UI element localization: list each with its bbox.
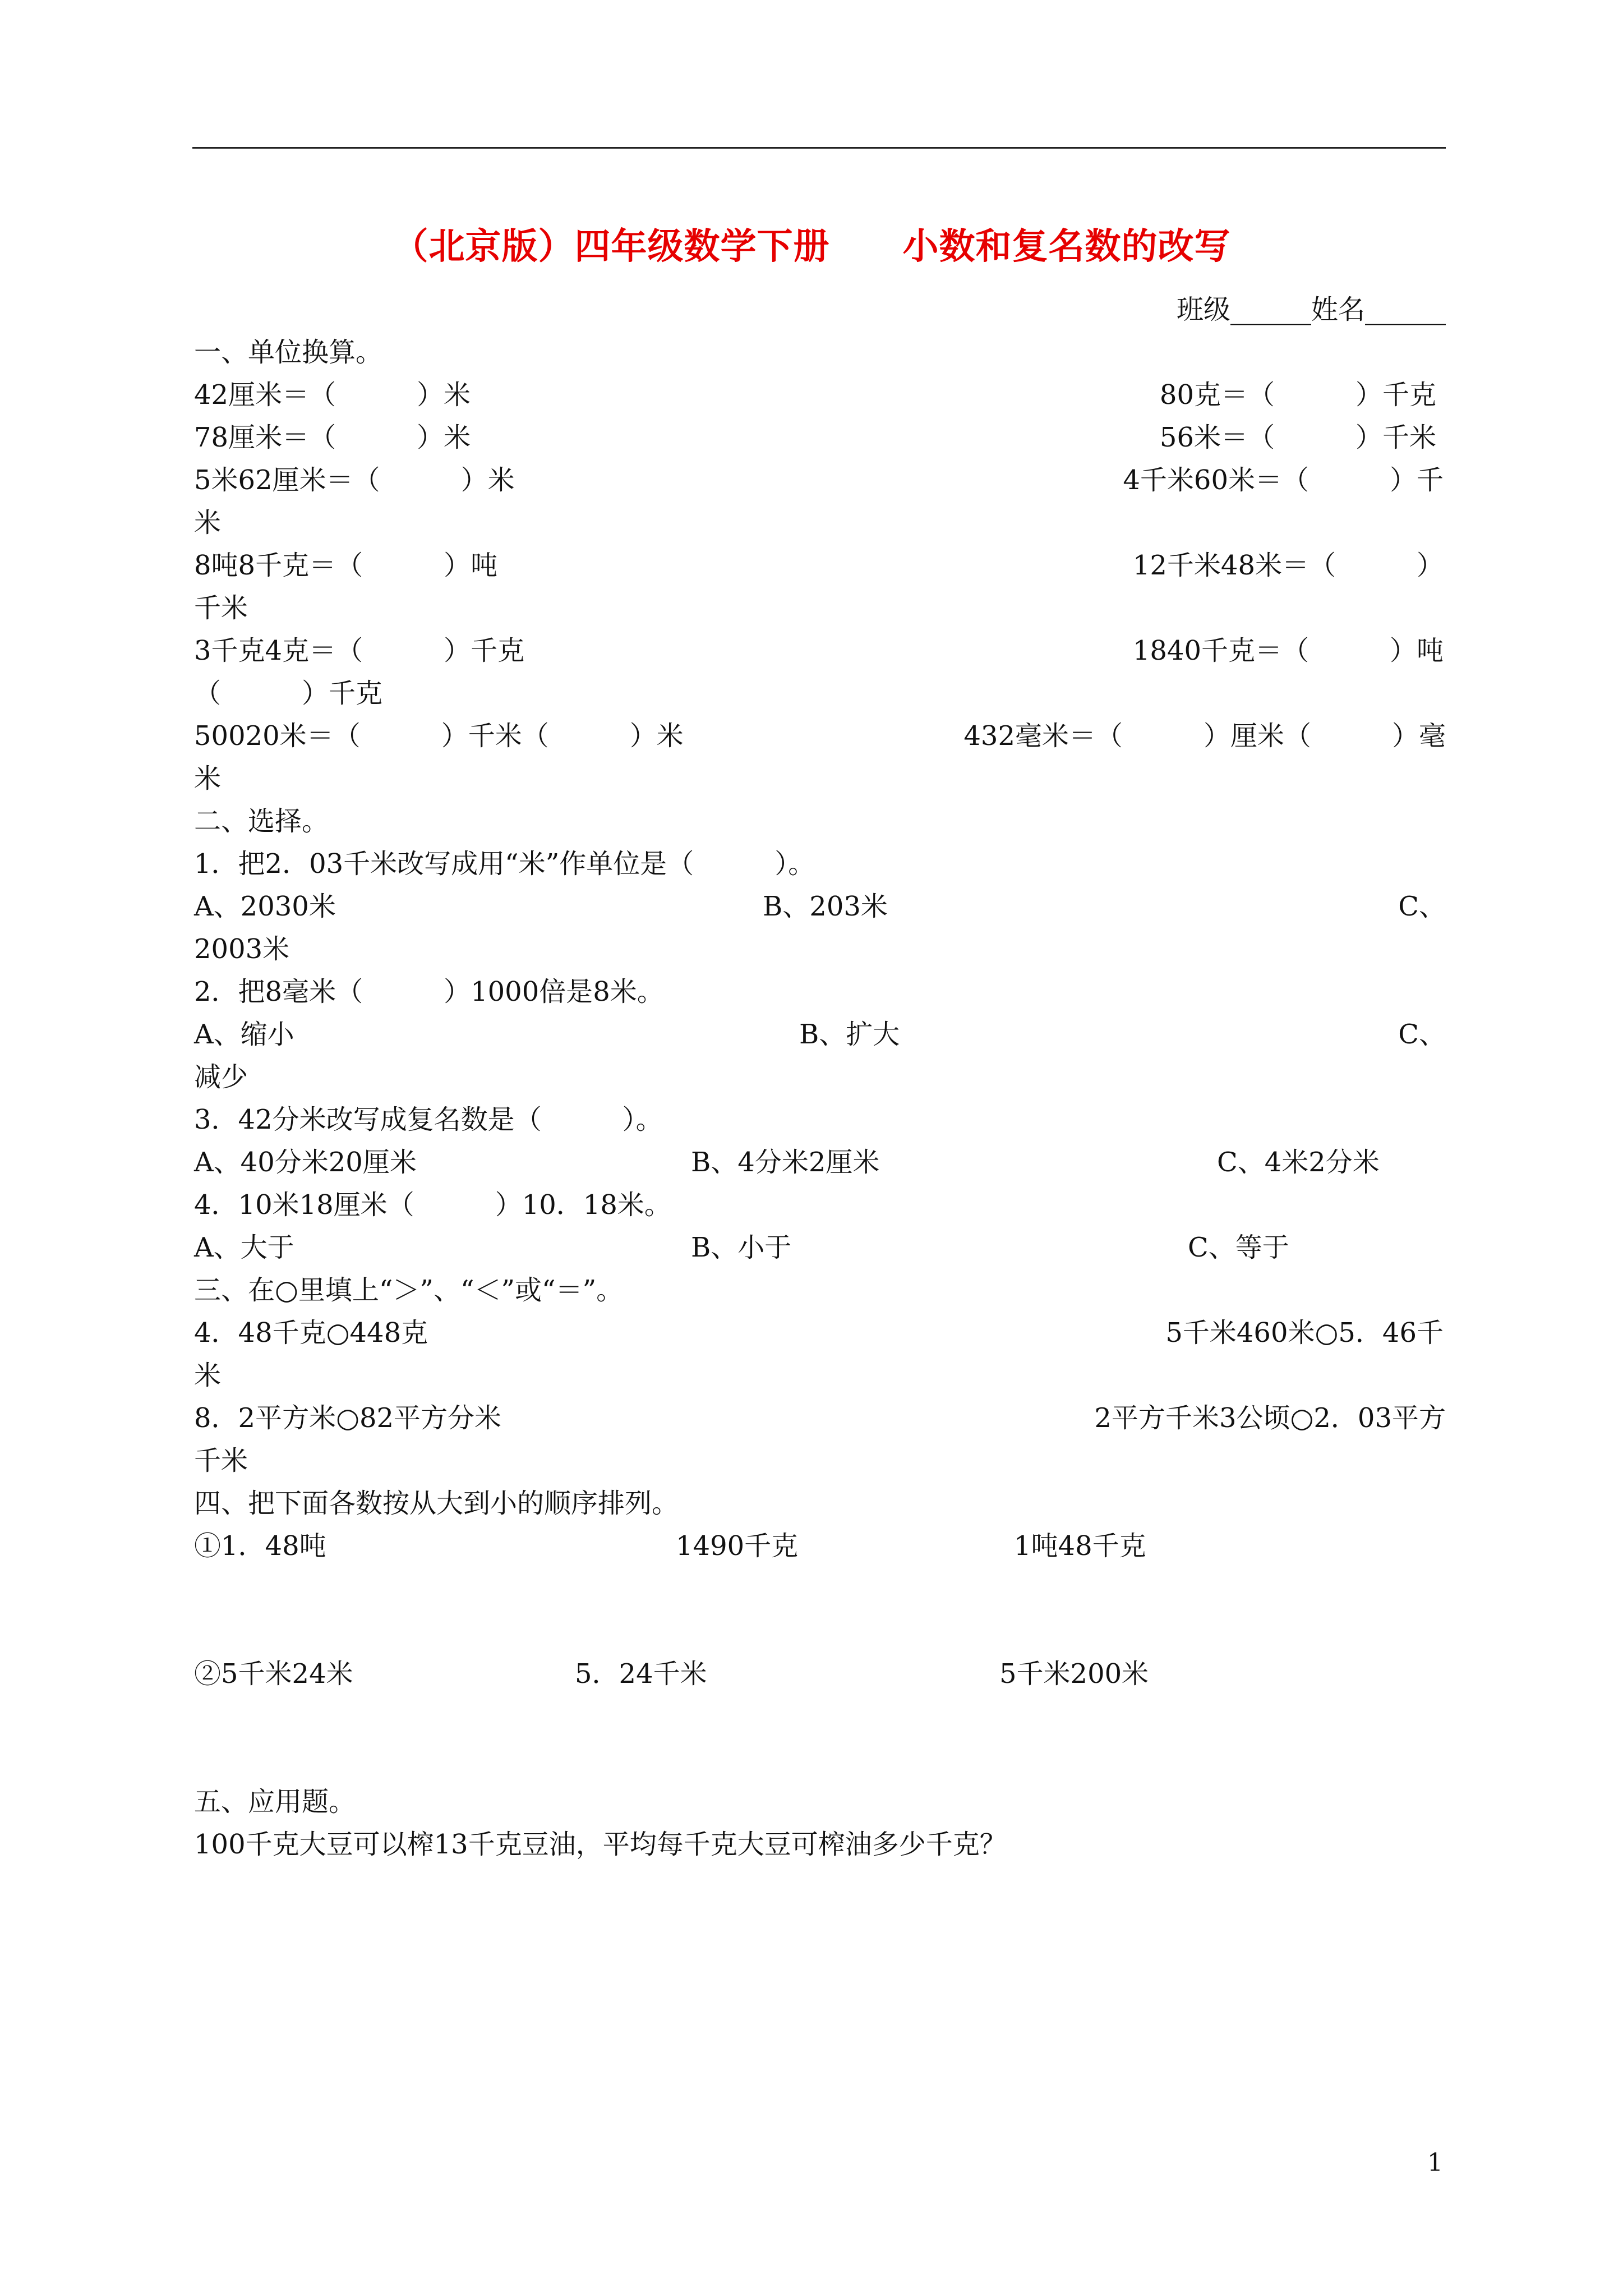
s1-line5-left: 3千克4克＝（ ）千克 <box>194 635 525 666</box>
s2-q4: 4．10米18厘米（ ）10．18米。 <box>194 1189 671 1221</box>
s3-line1-wrap: 米 <box>194 1360 222 1391</box>
s2-q2-option-c: C、 <box>1398 1019 1446 1050</box>
s1-line4-wrap: 千米 <box>194 592 248 624</box>
s2-q2-option-b: B、扩大 <box>799 1019 900 1050</box>
s2-q2-option-c-wrap: 减少 <box>194 1061 248 1093</box>
s4-row2-item3: 5千米200米 <box>999 1658 1149 1690</box>
s3-line2-wrap: 千米 <box>194 1445 248 1476</box>
s1-line1-left: 42厘米＝（ ）米 <box>194 379 471 411</box>
s1-line5-right: 1840千克＝（ ）吨 <box>1132 635 1444 666</box>
s2-q1-option-b: B、203米 <box>763 891 888 922</box>
section4-heading: 四、把下面各数按从大到小的顺序排列。 <box>194 1488 679 1519</box>
s1-line1-right: 80克＝（ ）千克 <box>1159 379 1436 411</box>
s1-line4-right: 12千米48米＝（ ） <box>1132 550 1444 581</box>
section3-heading: 三、在○里填上“＞”、“＜”或“＝”。 <box>194 1274 624 1306</box>
s2-q4-option-c: C、等于 <box>1188 1232 1289 1263</box>
s4-row1-item3: 1吨48千克 <box>1014 1530 1146 1562</box>
s1-line6-right: 432毫米＝（ ）厘米（ ）毫 <box>963 720 1446 752</box>
s2-q4-option-b: B、小于 <box>691 1232 792 1263</box>
section5-heading: 五、应用题。 <box>194 1786 356 1818</box>
s3-line2-left: 8．2平方米○82平方分米 <box>194 1402 502 1434</box>
s2-q3-option-b: B、4分米2厘米 <box>691 1147 880 1178</box>
s3-line1-left: 4．48千克○448克 <box>194 1317 428 1349</box>
s1-line2-left: 78厘米＝（ ）米 <box>194 422 471 453</box>
s1-line6-left: 50020米＝（ ）千米（ ）米 <box>194 720 684 752</box>
s4-row2-item2: 5．24千米 <box>575 1658 707 1690</box>
s2-q1-option-a: A、2030米 <box>194 891 336 922</box>
s1-line6-wrap: 米 <box>194 763 222 794</box>
page-number: 1 <box>1427 2148 1443 2177</box>
header-rule <box>192 147 1446 149</box>
s1-line3-left: 5米62厘米＝（ ）米 <box>194 464 515 496</box>
s2-q3: 3．42分米改写成复名数是（ ）。 <box>194 1104 663 1135</box>
s2-q2-option-a: A、缩小 <box>194 1019 294 1050</box>
s3-line1-right: 5千米460米○5．46千 <box>1165 1317 1444 1349</box>
s3-line2-right: 2平方千米3公顷○2．03平方 <box>1094 1402 1446 1434</box>
class-name-line: 班级______姓名______ <box>1176 294 1446 325</box>
section2-heading: 二、选择。 <box>194 806 329 837</box>
s1-line2-right: 56米＝（ ）千米 <box>1159 422 1436 453</box>
page-title: （北京版）四年级数学下册 小数和复名数的改写 <box>392 226 1231 268</box>
s4-row1-item2: 1490千克 <box>676 1530 799 1562</box>
s1-line3-right: 4千米60米＝（ ）千 <box>1123 464 1444 496</box>
s5-question: 100千克大豆可以榨13千克豆油，平均每千克大豆可榨油多少千克？ <box>194 1829 1007 1860</box>
s1-line4-left: 8吨8千克＝（ ）吨 <box>194 550 498 581</box>
s4-row2-item1: ②5千米24米 <box>194 1658 353 1690</box>
s4-row1-item1: ①1．48吨 <box>194 1530 326 1562</box>
s2-q3-option-c: C、4米2分米 <box>1217 1147 1380 1178</box>
s2-q1-option-c-wrap: 2003米 <box>194 933 290 965</box>
s2-q1: 1．把2．03千米改写成用“米”作单位是（ ）。 <box>194 848 815 880</box>
s2-q2: 2．把8毫米（ ）1000倍是8米。 <box>194 976 664 1007</box>
s1-line3-wrap: 米 <box>194 507 222 539</box>
s2-q1-option-c: C、 <box>1398 891 1446 922</box>
s1-line5-wrap: （ ）千克 <box>194 678 383 709</box>
s2-q4-option-a: A、大于 <box>194 1232 294 1263</box>
section1-heading: 一、单位换算。 <box>194 337 383 368</box>
s2-q3-option-a: A、40分米20厘米 <box>194 1147 417 1178</box>
